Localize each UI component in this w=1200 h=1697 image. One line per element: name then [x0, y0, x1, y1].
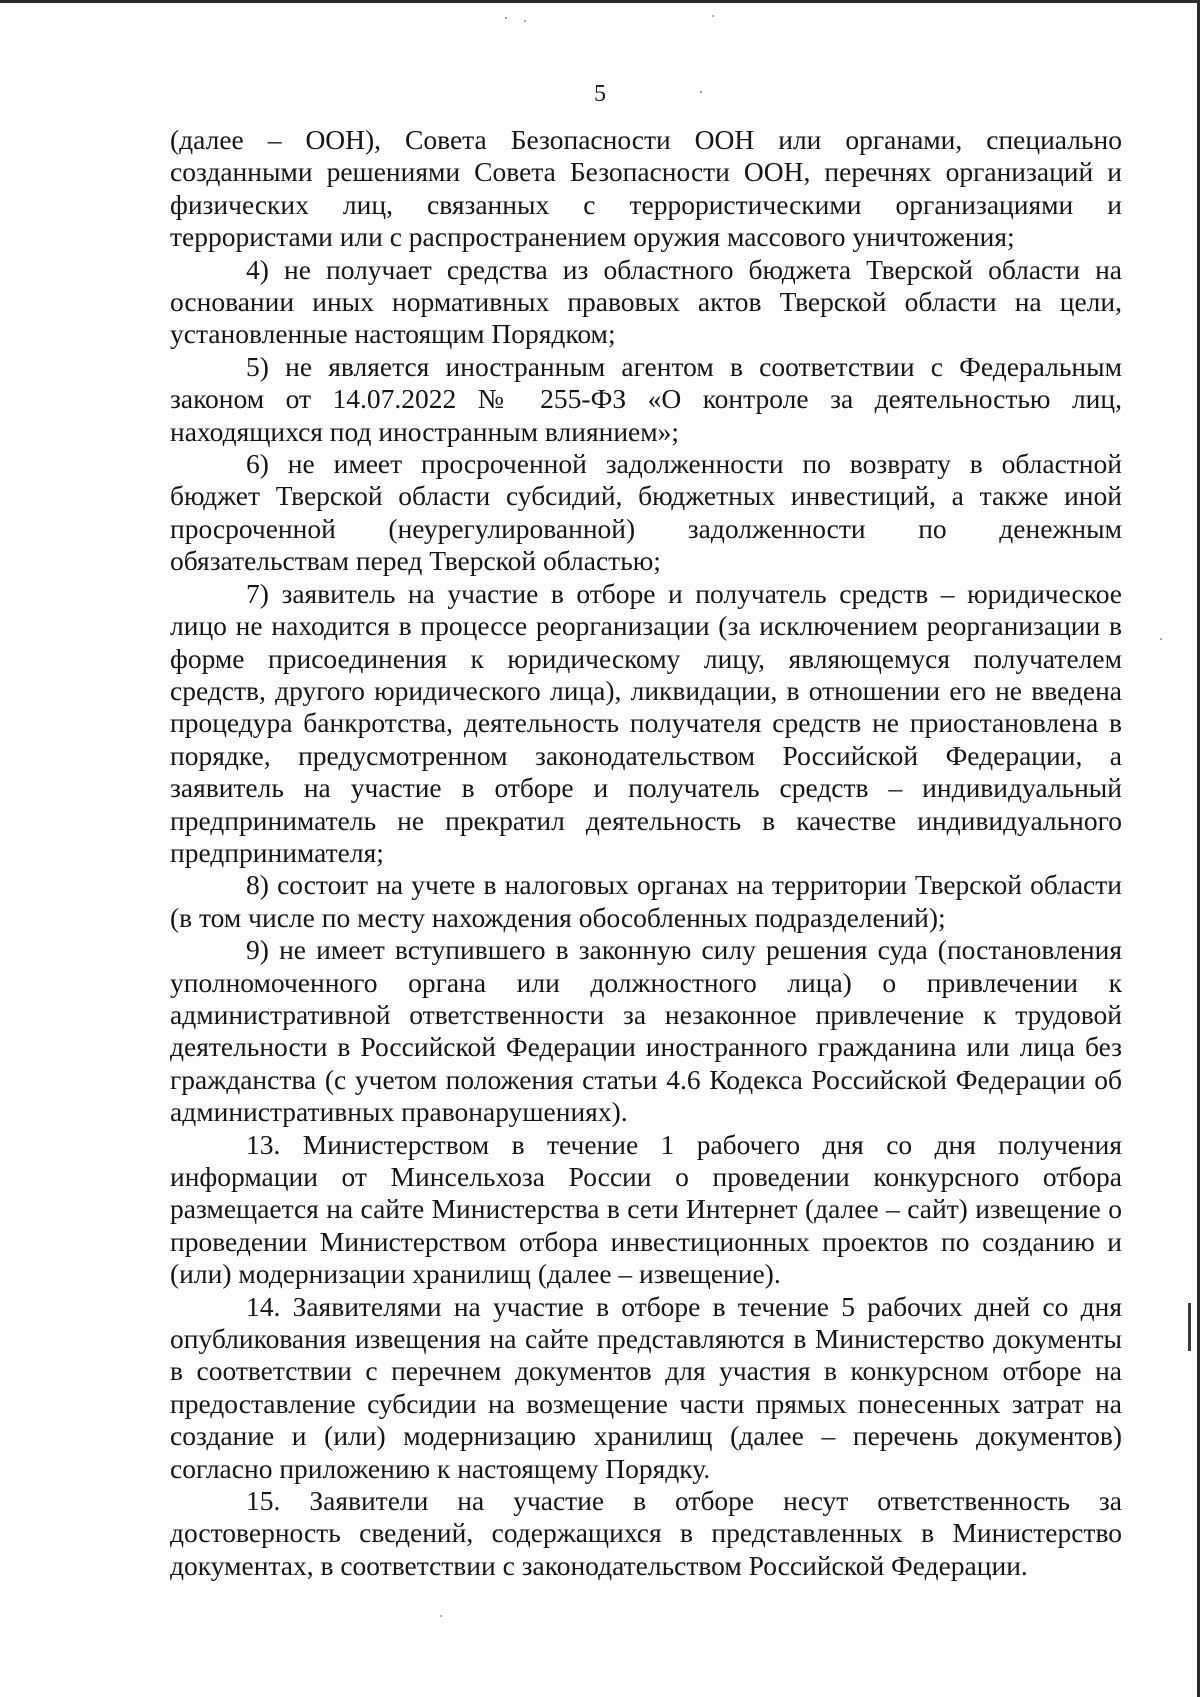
paragraph-continuation: (далее – ООН), Совета Безопасности ООН или органами, специально созданными решениями Совета Безопасности ООН, перечнях организаций и физических лиц, связанных с террористическими организациями и террористами или с распространением оружия массового уничтожения; — [170, 124, 1122, 253]
document-body — [170, 124, 1122, 1582]
scan-speck — [700, 91, 702, 93]
paragraph-section-14: 14. Заявителями на участие в отборе в течение 5 рабочих дней со дня опубликования извещения на сайте представляются в Министерство документы в соответствии с перечнем документов для участия в конкурсном отборе на предоставление субсидии на возмещение части прямых понесенных затрат на создание и (или) модернизацию хранилищ (далее – перечень документов) согласно приложению к настоящему Порядку. — [170, 1290, 1122, 1484]
scan-speck — [1160, 638, 1162, 640]
paragraph-item-9: 9) не имеет вступившего в законную силу решения суда (постановления уполномоченного органа или должностного лица) о привлечении к административной ответственности за незаконное привлечение к трудовой деятельности в Российской Федерации иностранного гражданина или лица без гражданства (с учетом положения статьи 4.6 Кодекса Российской Федерации об административных правонарушениях). — [170, 934, 1122, 1128]
scan-edge-mark — [1188, 1303, 1191, 1351]
scan-speck — [712, 15, 714, 17]
paragraph-section-15: 15. Заявители на участие в отборе несут ответственность за достоверность сведений, содержащихся в представленных в Министерство документах, в соответствии с законодательством Российской Федерации. — [170, 1485, 1122, 1581]
paragraph-item-8: 8) состоит на учете в налоговых органах на территории Тверской области (в том числе по месту нахождения обособленных подразделений); — [170, 869, 1122, 933]
paragraph-item-5: 5) не является иностранным агентом в соответствии с Федеральным законом от 14.07.2022 № 255-ФЗ «О контроле за деятельностью лиц, находящихся под иностранным влиянием»; — [170, 350, 1122, 447]
paragraph-item-6: 6) не имеет просроченной задолженности по возврату в областной бюджет Тверской области субсидий, бюджетных инвестиций, а также иной просроченной (неурегулированной) задолженности по денежным обязательствам перед Тверской областью; — [170, 448, 1122, 577]
scan-speck — [505, 17, 507, 19]
paragraph-item-7: 7) заявитель на участие в отборе и получатель средств – юридическое лицо не находится в процессе реорганизации (за исключением реорганизации в форме присоединения к юридическому лицу, являющемуся получателем средств, другого юридического лица), ликвидации, в отношении его не введена процедура банкротства, деятельность получателя средств не приостановлена в порядке, предусмотренном законодательством Российской Федерации, а заявитель на участие в отборе и получатель средств – индивидуальный предприниматель не прекратил деятельность в качестве индивидуального предпринимателя; — [170, 577, 1122, 868]
paragraph-item-4: 4) не получает средства из областного бюджета Тверской области на основании иных нормативных правовых актов Тверской области на цели, установленные настоящим Порядком; — [170, 253, 1122, 350]
page-number: 5 — [594, 81, 606, 107]
scan-speck — [440, 1615, 442, 1617]
scan-speck — [524, 20, 526, 22]
paragraph-section-13: 13. Министерством в течение 1 рабочего дня со дня получения информации от Минсельхоза России о проведении конкурсного отбора размещается на сайте Министерства в сети Интернет (далее – сайт) извещение о проведении Министерством отбора инвестиционных проектов по созданию и (или) модернизации хранилищ (далее – извещение). — [170, 1128, 1122, 1290]
